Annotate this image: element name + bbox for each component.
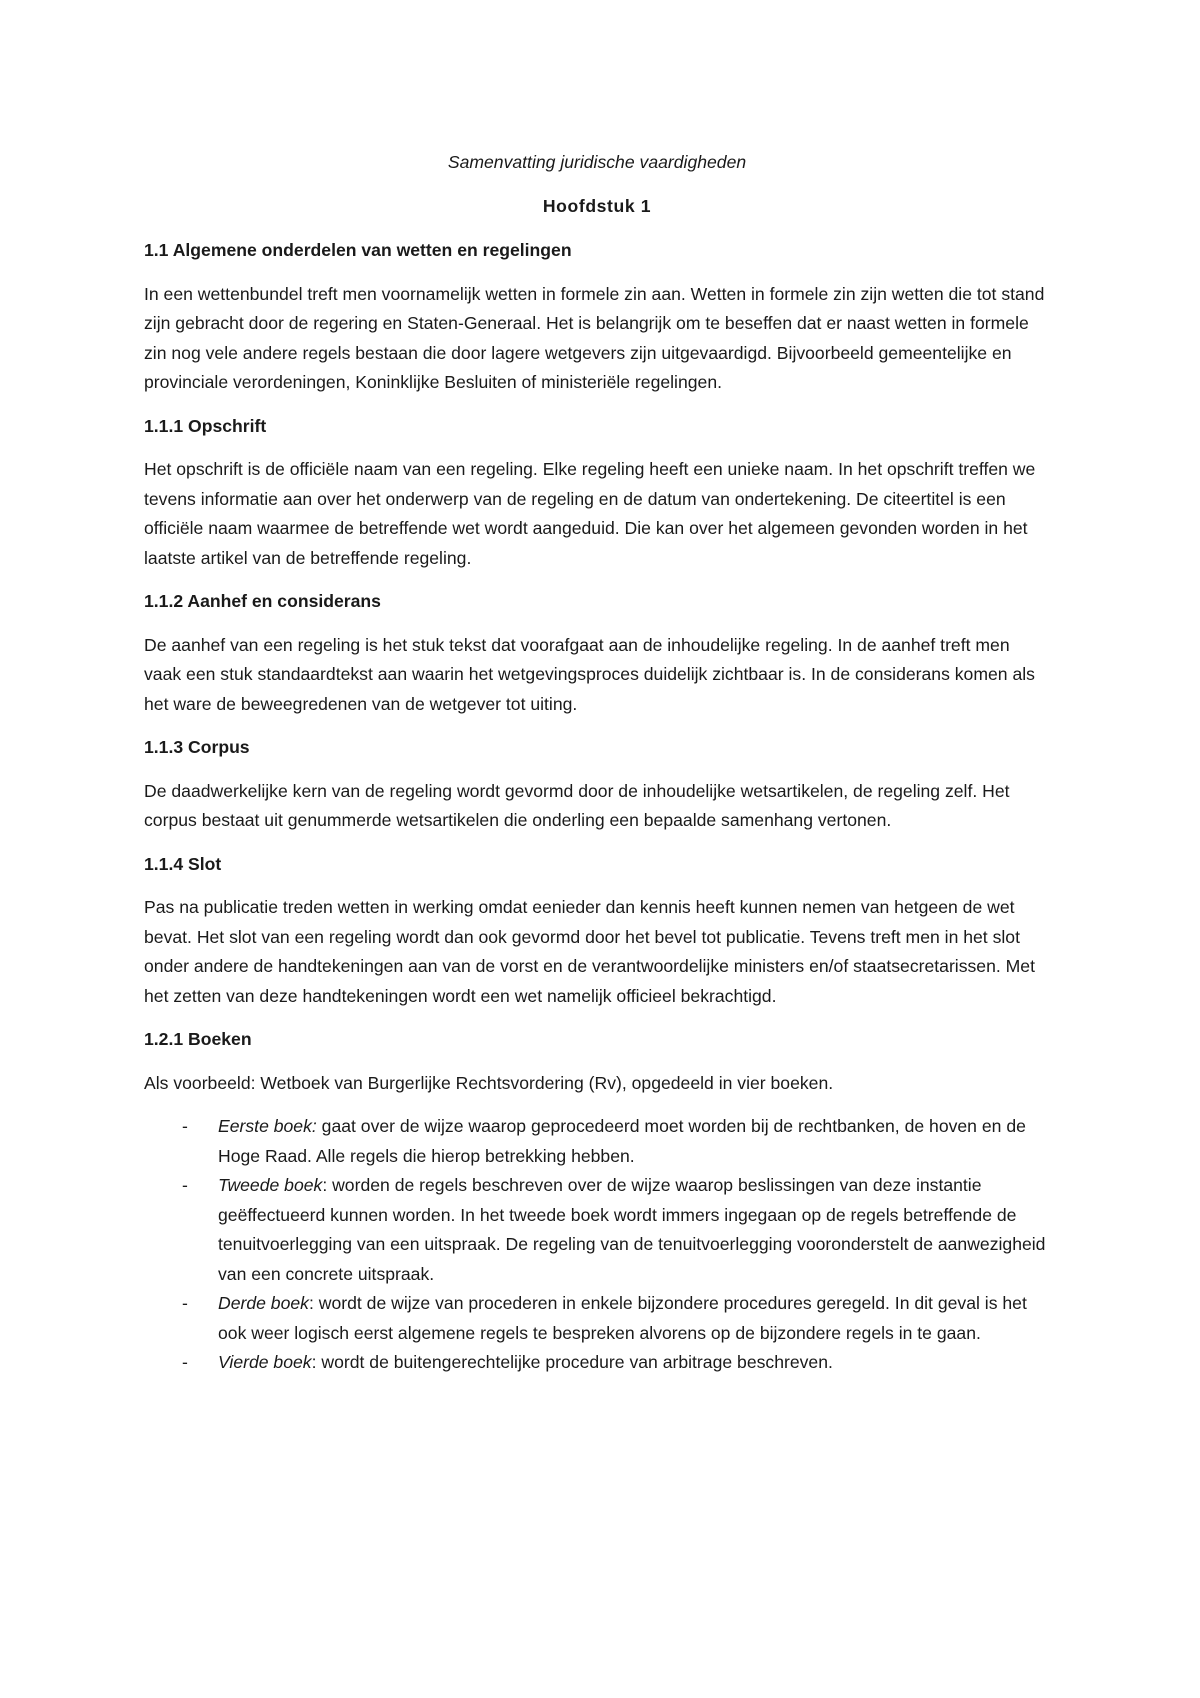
list-item-label: Vierde boek — [218, 1352, 312, 1372]
list-item-text: : worden de regels beschreven over de wijze waarop beslissingen van deze instantie geëffectueerd kunnen worden. In het tweede boek wordt immers ingegaan op de regels betreffende de tenuitvoerlegging van een uitspraak. De regeling van de tenuitvoerlegging vooronderstelt de aanwezigheid van een concrete uitspraak. — [218, 1175, 1046, 1284]
subsection-paragraph: De daadwerkelijke kern van de regeling wordt gevormd door de inhoudelijke wetsartikelen, de regeling zelf. Het corpus bestaat uit genummerde wetsartikelen die onderling een bepaalde samenhang vertonen. — [144, 780, 1010, 830]
list-bullet: - — [182, 1175, 188, 1195]
list-item-text: gaat over de wijze waarop geprocedeerd moet worden bij de rechtbanken, de hoven en de Hoge Raad. Alle regels die hierop betrekking hebben. — [218, 1116, 1026, 1166]
subsection-paragraph: Als voorbeeld: Wetboek van Burgerlijke Rechtsvordering (Rv), opgedeeld in vier boeken. — [144, 1072, 834, 1093]
list-item — [182, 1348, 1050, 1378]
subsection-paragraph: De aanhef van een regeling is het stuk tekst dat voorafgaat aan de inhoudelijke regeling. In de aanhef treft men vaak een stuk standaardtekst aan waarin het wetgevingsproces duidelijk zichtbaar is. In de considerans komen als het ware de beweegredenen van de wetgever tot uiting. — [144, 634, 1035, 714]
subsection-paragraph: Het opschrift is de officiële naam van een regeling. Elke regeling heeft een unieke naam. In het opschrift treffen we tevens informatie aan over het onderwerp van de regeling en de datum van ondertekening. De citeertitel is een officiële naam waarmee de betreffende wet wordt aangeduid. Die kan over het algemeen gevonden worden in het laatste artikel van de betreffende regeling. — [144, 459, 1036, 568]
list-item-text: : wordt de buitengerechtelijke procedure van arbitrage beschreven. — [311, 1352, 833, 1372]
list-item — [182, 1289, 1050, 1348]
section-heading: 1.1 Algemene onderdelen van wetten en regelingen — [144, 240, 572, 260]
list-bullet: - — [182, 1116, 188, 1136]
list-item-label: Tweede boek — [218, 1175, 323, 1195]
books-list — [144, 1112, 1050, 1378]
subsection-paragraph: Pas na publicatie treden wetten in werking omdat eenieder dan kennis heeft kunnen nemen van hetgeen de wet bevat. Het slot van een regeling wordt dan ook gevormd door het bevel tot publicatie. Tevens treft men in het slot onder andere de handtekeningen aan van de vorst en de verantwoordelijke ministers en/of staatsecretarissen. Met het zetten van deze handtekeningen wordt een wet namelijk officieel bekrachtigd. — [144, 897, 1035, 1006]
subsection-heading: 1.1.1 Opschrift — [144, 415, 267, 436]
list-item-label: Derde boek — [218, 1293, 309, 1313]
subsection-heading: 1.1.3 Corpus — [144, 737, 250, 757]
list-bullet: - — [182, 1352, 188, 1372]
list-bullet: - — [182, 1293, 188, 1313]
subsection-heading: 1.1.2 Aanhef en considerans — [144, 591, 381, 611]
document-title: Samenvatting juridische vaardigheden — [447, 152, 747, 172]
list-item — [182, 1171, 1050, 1289]
section-paragraph: In een wettenbundel treft men voornamelijk wetten in formele zin aan. Wetten in formele zin zijn wetten die tot stand zijn gebracht door de regering en Staten-Generaal. Het is belangrijk om te beseffen dat er naast wetten in formele zin nog vele andere regels bestaan die door lagere wetgevers zijn uitgevaardigd. Bijvoorbeeld gemeentelijke en provinciale verordeningen, Koninklijke Besluiten of ministeriële regelingen. — [144, 283, 1045, 392]
subsection-heading: 1.1.4 Slot — [144, 853, 222, 874]
list-item-text: : wordt de wijze van procederen in enkele bijzondere procedures geregeld. In dit geval is het ook weer logisch eerst algemene regels te bespreken alvorens op de bijzondere regels in te gaan. — [218, 1293, 1027, 1343]
subsection-heading: 1.2.1 Boeken — [144, 1029, 252, 1049]
list-item-label: Eerste boek: — [218, 1116, 317, 1136]
chapter-heading: Hoofdstuk 1 — [542, 195, 652, 216]
list-item — [182, 1112, 1050, 1171]
